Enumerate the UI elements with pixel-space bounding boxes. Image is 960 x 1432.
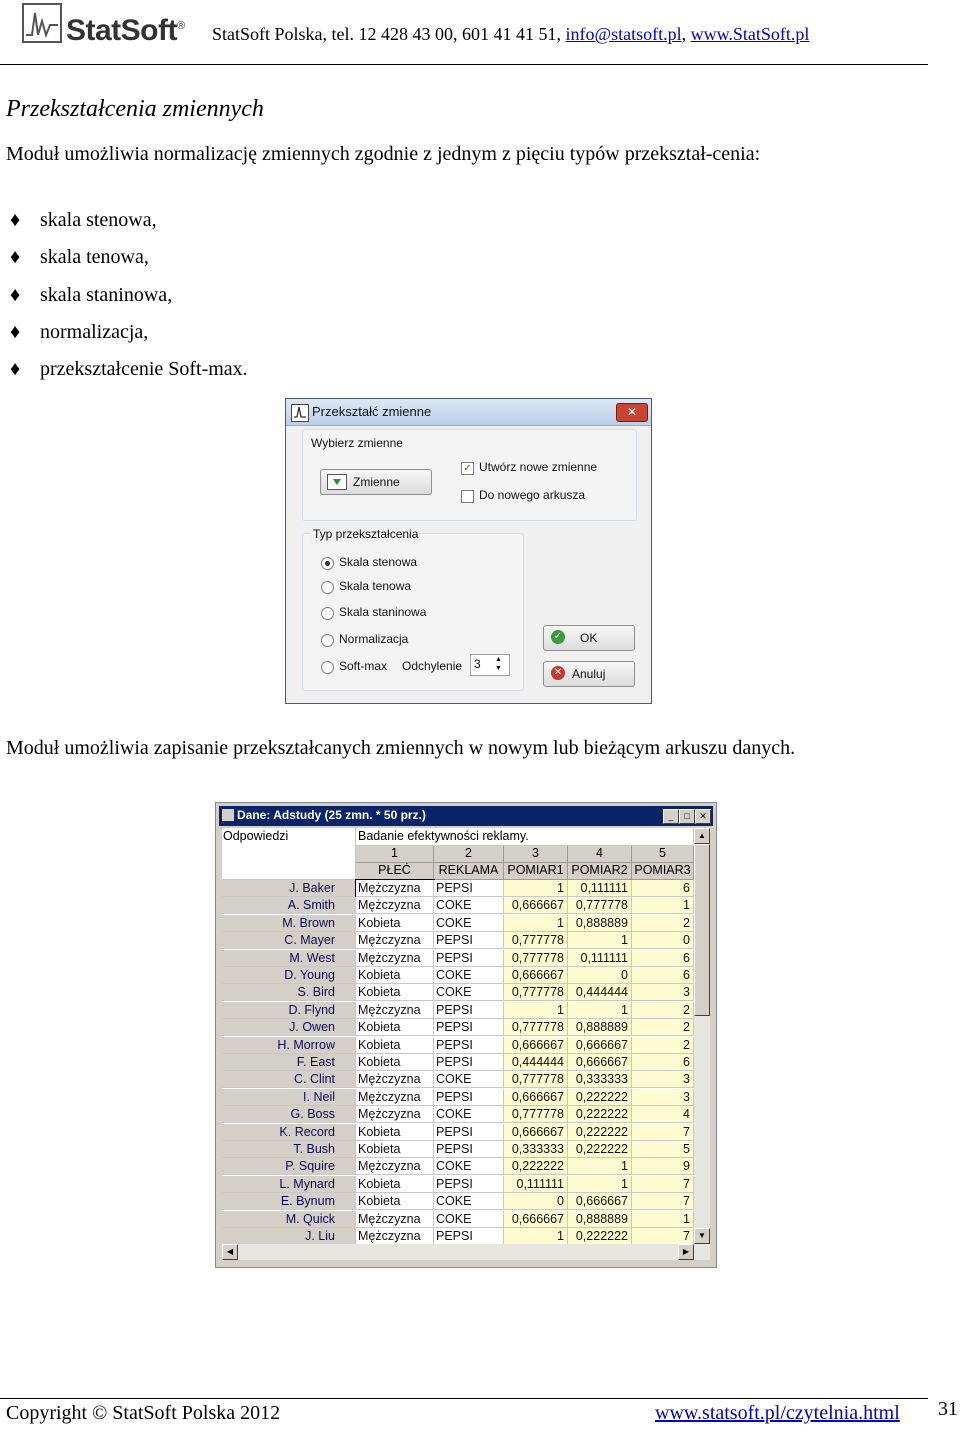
contact-text: StatSoft Polska, tel. 12 428 43 00, 601 41 41 51, xyxy=(212,24,566,44)
scroll-down-icon[interactable]: ▼ xyxy=(694,1228,710,1244)
list-item-text: przekształcenie Soft-max. xyxy=(40,358,248,380)
table-cell[interactable]: Kobieta xyxy=(356,1141,434,1158)
table-cell[interactable]: 1 xyxy=(568,1158,632,1175)
scroll-left-icon[interactable]: ◀ xyxy=(222,1244,238,1260)
spin-up-icon[interactable]: ▲ xyxy=(495,656,502,663)
table-cell[interactable]: COKE xyxy=(434,984,504,1001)
table-cell[interactable]: PEPSI xyxy=(434,1228,504,1244)
row-header[interactable]: M. Quick xyxy=(222,1211,356,1228)
table-cell[interactable]: 7 xyxy=(632,1124,694,1141)
table-cell[interactable]: 1 xyxy=(568,1002,632,1019)
column-header[interactable]: PŁEĆ xyxy=(356,863,434,880)
column-header[interactable]: POMIAR1 xyxy=(504,863,568,880)
radio-label: Skala staninowa xyxy=(339,605,427,619)
table-cell[interactable]: 0 xyxy=(504,1193,568,1210)
bullet-diamond-icon: ♦ xyxy=(10,321,21,343)
table-cell[interactable]: 2 xyxy=(632,1037,694,1054)
table-cell[interactable]: 2 xyxy=(632,1002,694,1019)
variables-button[interactable] xyxy=(320,469,432,495)
row-header[interactable]: J. Liu xyxy=(222,1228,356,1244)
table-cell[interactable]: 7 xyxy=(632,1228,694,1244)
row-header[interactable]: K. Record xyxy=(222,1124,356,1141)
table-cell[interactable]: 2 xyxy=(632,1019,694,1036)
table-cell[interactable]: 5 xyxy=(632,1141,694,1158)
close-icon[interactable]: ✕ xyxy=(616,403,648,422)
to-new-sheet-label: Do nowego arkusza xyxy=(479,488,586,502)
logo-wave-icon xyxy=(24,5,60,41)
table-cell[interactable]: 0,333333 xyxy=(568,1071,632,1088)
table-cell[interactable]: Kobieta xyxy=(356,1037,434,1054)
table-cell[interactable]: Mężczyzna xyxy=(356,950,434,967)
table-cell[interactable]: 1 xyxy=(504,880,568,897)
table-cell[interactable]: 0,222222 xyxy=(504,1158,568,1175)
sheet-header: Badanie efektywności reklamy. xyxy=(356,828,694,846)
table-cell[interactable]: 0,666667 xyxy=(504,1089,568,1106)
row-header[interactable]: T. Bush xyxy=(222,1141,356,1158)
scroll-up-icon[interactable]: ▲ xyxy=(694,828,710,844)
page-header xyxy=(0,0,960,66)
table-cell[interactable]: 0,111111 xyxy=(504,1176,568,1193)
minimize-icon[interactable]: _ xyxy=(663,809,679,824)
radio-label: Skala stenowa xyxy=(339,555,418,569)
spreadsheet-window xyxy=(215,802,717,1268)
table-cell[interactable]: 0 xyxy=(568,967,632,984)
website-link[interactable]: www.StatSoft.pl xyxy=(690,24,810,44)
table-cell[interactable]: Mężczyzna xyxy=(356,880,434,897)
row-header[interactable]: M. West xyxy=(222,950,356,967)
table-cell[interactable]: PEPSI xyxy=(434,932,504,949)
table-cell[interactable]: 2 xyxy=(632,915,694,932)
table-cell[interactable]: PEPSI xyxy=(434,880,504,897)
table-cell[interactable]: PEPSI xyxy=(434,1002,504,1019)
table-cell[interactable]: Kobieta xyxy=(356,1193,434,1210)
row-header[interactable]: D. Flynd xyxy=(222,1002,356,1019)
ok-button-label: OK xyxy=(580,631,598,645)
radio-label: Skala tenowa xyxy=(339,579,412,593)
bullet-diamond-icon: ♦ xyxy=(10,284,21,306)
reading-room-link[interactable]: www.statsoft.pl/czytelnia.html xyxy=(655,1402,900,1424)
table-cell[interactable]: 0,666667 xyxy=(568,1054,632,1071)
copyright-text: Copyright © StatSoft Polska 2012 xyxy=(6,1402,281,1424)
create-new-variables-label: Utwórz nowe zmienne xyxy=(479,460,598,474)
transform-type-label: Typ przekształcenia xyxy=(313,527,419,541)
table-cell[interactable]: Mężczyzna xyxy=(356,1089,434,1106)
row-header[interactable]: C. Mayer xyxy=(222,932,356,949)
list-item-text: skala tenowa, xyxy=(40,246,149,268)
list-item xyxy=(10,281,172,309)
cancel-x-icon: ✕ xyxy=(551,666,565,680)
bullet-diamond-icon: ♦ xyxy=(10,246,21,268)
statsoft-logo-icon xyxy=(22,3,62,43)
logo-registered-mark: ® xyxy=(177,20,185,32)
table-cell[interactable]: Mężczyzna xyxy=(356,1211,434,1228)
staninowa-scale-radio[interactable] xyxy=(321,607,334,620)
table-cell[interactable]: COKE xyxy=(434,897,504,914)
table-cell[interactable]: 6 xyxy=(632,880,694,897)
table-cell[interactable]: 3 xyxy=(632,1089,694,1106)
row-header[interactable]: A. Smith xyxy=(222,897,356,914)
table-cell[interactable]: 0,666667 xyxy=(504,897,568,914)
table-cell[interactable]: 0,666667 xyxy=(504,1124,568,1141)
table-cell[interactable]: Kobieta xyxy=(356,1054,434,1071)
table-cell[interactable]: COKE xyxy=(434,1158,504,1175)
table-cell[interactable]: Kobieta xyxy=(356,984,434,1001)
table-cell[interactable]: 0,777778 xyxy=(504,932,568,949)
row-header[interactable]: J. Baker xyxy=(222,880,356,897)
list-item xyxy=(10,206,157,234)
table-cell[interactable]: 0,111111 xyxy=(568,950,632,967)
spin-down-icon[interactable]: ▼ xyxy=(495,665,502,672)
table-cell[interactable]: Kobieta xyxy=(356,915,434,932)
chart-app-icon xyxy=(291,404,309,422)
table-cell[interactable]: PEPSI xyxy=(434,1089,504,1106)
table-cell[interactable]: 0,444444 xyxy=(568,984,632,1001)
outro-paragraph: Moduł umożliwia zapisanie przekształcanych zmiennych w nowym lub bieżącym arkuszu danych. xyxy=(6,737,796,759)
row-header[interactable]: H. Morrow xyxy=(222,1037,356,1054)
table-cell[interactable]: 0,222222 xyxy=(568,1228,632,1244)
transform-variables-dialog xyxy=(285,398,652,704)
table-cell[interactable]: 0,666667 xyxy=(504,1037,568,1054)
table-cell[interactable]: 6 xyxy=(632,967,694,984)
spreadsheet-app-icon xyxy=(222,809,234,821)
table-cell[interactable]: 0,222222 xyxy=(568,1106,632,1123)
table-cell[interactable]: 1 xyxy=(632,1211,694,1228)
dialog-title: Przekształć zmienne xyxy=(312,404,432,419)
table-cell[interactable]: COKE xyxy=(434,1193,504,1210)
table-cell[interactable]: Mężczyzna xyxy=(356,1071,434,1088)
row-header[interactable]: D. Young xyxy=(222,967,356,984)
table-cell[interactable]: 0,777778 xyxy=(504,1106,568,1123)
table-cell[interactable]: COKE xyxy=(434,967,504,984)
row-header[interactable]: G. Boss xyxy=(222,1106,356,1123)
variables-button-label: Zmienne xyxy=(353,475,400,489)
horizontal-scrollbar[interactable] xyxy=(222,1244,710,1260)
bullet-diamond-icon: ♦ xyxy=(10,358,21,380)
close-icon[interactable]: ✕ xyxy=(695,809,711,824)
table-cell[interactable]: 6 xyxy=(632,1054,694,1071)
row-header[interactable]: P. Squire xyxy=(222,1158,356,1175)
table-cell[interactable]: PEPSI xyxy=(434,1054,504,1071)
column-number[interactable]: 1 xyxy=(356,846,434,863)
table-cell[interactable]: Kobieta xyxy=(356,967,434,984)
table-cell[interactable]: 7 xyxy=(632,1193,694,1210)
table-cell[interactable]: 1 xyxy=(504,1228,568,1244)
table-cell[interactable]: Mężczyzna xyxy=(356,932,434,949)
footer-divider xyxy=(0,1398,928,1399)
row-header[interactable]: C. Clint xyxy=(222,1071,356,1088)
row-header[interactable]: J. Owen xyxy=(222,1019,356,1036)
table-cell[interactable]: COKE xyxy=(434,915,504,932)
deviation-label: Odchylenie xyxy=(402,659,463,673)
contact-separator: , xyxy=(681,24,691,44)
row-header[interactable]: E. Bynum xyxy=(222,1193,356,1210)
table-cell[interactable]: 3 xyxy=(632,1071,694,1088)
intro-paragraph: Moduł umożliwia normalizację zmiennych zgodnie z jednym z pięciu typów przekształ-cenia: xyxy=(6,143,761,165)
check-mark-icon: ✓ xyxy=(463,463,472,474)
table-cell[interactable]: 3 xyxy=(632,984,694,1001)
table-cell[interactable]: 9 xyxy=(632,1158,694,1175)
column-header[interactable]: POMIAR2 xyxy=(568,863,632,880)
table-cell[interactable]: 0,111111 xyxy=(568,880,632,897)
table-cell[interactable]: 0,777778 xyxy=(504,984,568,1001)
deviation-value: 3 xyxy=(474,657,481,671)
column-header[interactable]: REKLAMA xyxy=(434,863,504,880)
table-cell[interactable]: 0,777778 xyxy=(504,1019,568,1036)
header-divider xyxy=(0,64,928,65)
table-cell[interactable]: 4 xyxy=(632,1106,694,1123)
table-cell[interactable]: PEPSI xyxy=(434,1124,504,1141)
normalization-radio[interactable] xyxy=(321,634,334,647)
column-number[interactable]: 3 xyxy=(504,846,568,863)
logo-wordmark xyxy=(66,14,185,48)
vertical-scrollbar[interactable] xyxy=(694,828,710,1244)
table-cell[interactable]: COKE xyxy=(434,1211,504,1228)
table-cell[interactable]: 1 xyxy=(504,1002,568,1019)
table-cell[interactable]: 0,222222 xyxy=(568,1141,632,1158)
section-title: Przekształcenia zmiennych xyxy=(6,96,264,122)
table-cell[interactable]: 0,666667 xyxy=(568,1193,632,1210)
table-cell[interactable]: Mężczyzna xyxy=(356,1228,434,1244)
scroll-right-icon[interactable]: ▶ xyxy=(678,1244,694,1260)
table-cell[interactable]: PEPSI xyxy=(434,1019,504,1036)
logo-text: StatSoft xyxy=(66,14,177,47)
table-cell[interactable]: Mężczyzna xyxy=(356,1002,434,1019)
maximize-icon[interactable]: □ xyxy=(679,809,695,824)
radio-label: Normalizacja xyxy=(339,632,409,646)
table-cell[interactable]: PEPSI xyxy=(434,1176,504,1193)
check-icon: ✓ xyxy=(551,630,565,644)
table-cell[interactable]: Kobieta xyxy=(356,1124,434,1141)
table-cell[interactable]: 0,777778 xyxy=(568,897,632,914)
table-cell[interactable]: Mężczyzna xyxy=(356,897,434,914)
table-cell[interactable]: Mężczyzna xyxy=(356,1158,434,1175)
bullet-diamond-icon: ♦ xyxy=(10,209,21,231)
variables-icon xyxy=(327,474,347,490)
table-cell[interactable]: PEPSI xyxy=(434,1037,504,1054)
table-cell[interactable]: COKE xyxy=(434,1071,504,1088)
table-cell[interactable]: Kobieta xyxy=(356,1176,434,1193)
column-header[interactable]: POMIAR3 xyxy=(632,863,694,880)
spreadsheet-title: Dane: Adstudy (25 zmn. * 50 prz.) xyxy=(237,808,426,822)
column-number[interactable]: 4 xyxy=(568,846,632,863)
table-cell[interactable]: PEPSI xyxy=(434,1141,504,1158)
stanine-scale-radio[interactable] xyxy=(321,557,334,570)
cancel-button[interactable] xyxy=(543,661,635,687)
table-cell[interactable]: 0,777778 xyxy=(504,950,568,967)
table-cell[interactable]: 1 xyxy=(568,1176,632,1193)
table-cell[interactable]: 7 xyxy=(632,1176,694,1193)
table-cell[interactable]: 0,444444 xyxy=(504,1054,568,1071)
row-header[interactable]: L. Mynard xyxy=(222,1176,356,1193)
table-cell[interactable]: 1 xyxy=(568,932,632,949)
radio-label: Soft-max xyxy=(339,659,388,673)
ten-scale-radio[interactable] xyxy=(321,581,334,594)
row-header[interactable]: M. Brown xyxy=(222,915,356,932)
table-cell[interactable]: 6 xyxy=(632,950,694,967)
page-number: 31 xyxy=(938,1398,958,1420)
table-cell[interactable]: 0,666667 xyxy=(504,967,568,984)
table-cell[interactable]: 0,888889 xyxy=(568,1019,632,1036)
corner-label: Odpowiedzi xyxy=(222,828,356,880)
to-new-sheet-checkbox[interactable] xyxy=(461,490,474,503)
row-header[interactable]: S. Bird xyxy=(222,984,356,1001)
select-variables-label: Wybierz zmienne xyxy=(311,436,403,450)
table-cell[interactable]: 1 xyxy=(504,915,568,932)
list-item-text: skala stenowa, xyxy=(40,209,157,231)
table-cell[interactable]: 0,666667 xyxy=(568,1037,632,1054)
column-number[interactable]: 5 xyxy=(632,846,694,863)
list-item xyxy=(10,355,248,383)
row-header[interactable]: F. East xyxy=(222,1054,356,1071)
deviation-stepper[interactable] xyxy=(470,654,510,676)
table-cell[interactable]: 0,333333 xyxy=(504,1141,568,1158)
column-number[interactable]: 2 xyxy=(434,846,504,863)
table-cell[interactable]: 0,888889 xyxy=(568,915,632,932)
email-link[interactable]: info@statsoft.pl xyxy=(565,24,682,44)
ok-button[interactable] xyxy=(543,625,635,651)
table-cell[interactable]: 0 xyxy=(632,932,694,949)
table-cell[interactable]: 0,777778 xyxy=(504,1071,568,1088)
header-contact xyxy=(212,24,809,45)
table-cell[interactable]: 0,222222 xyxy=(568,1089,632,1106)
table-cell[interactable]: PEPSI xyxy=(434,950,504,967)
list-item xyxy=(10,243,149,271)
table-cell[interactable]: Mężczyzna xyxy=(356,1106,434,1123)
spreadsheet-titlebar[interactable] xyxy=(219,806,713,826)
cancel-button-label: Anuluj xyxy=(572,667,606,681)
softmax-radio[interactable] xyxy=(321,661,334,674)
create-new-variables-checkbox[interactable] xyxy=(461,462,474,475)
list-item xyxy=(10,318,148,346)
data-grid[interactable] xyxy=(222,828,694,1244)
table-cell[interactable]: 0,888889 xyxy=(568,1211,632,1228)
table-cell[interactable]: 1 xyxy=(632,897,694,914)
table-cell[interactable]: 0,222222 xyxy=(568,1124,632,1141)
scroll-thumb[interactable] xyxy=(694,844,710,1016)
table-cell[interactable]: 0,666667 xyxy=(504,1211,568,1228)
dialog-titlebar[interactable] xyxy=(286,399,651,426)
list-item-text: normalizacja, xyxy=(40,321,149,343)
table-cell[interactable]: COKE xyxy=(434,1106,504,1123)
row-header[interactable]: I. Neil xyxy=(222,1089,356,1106)
list-item-text: skala staninowa, xyxy=(40,284,173,306)
table-cell[interactable]: Kobieta xyxy=(356,1019,434,1036)
